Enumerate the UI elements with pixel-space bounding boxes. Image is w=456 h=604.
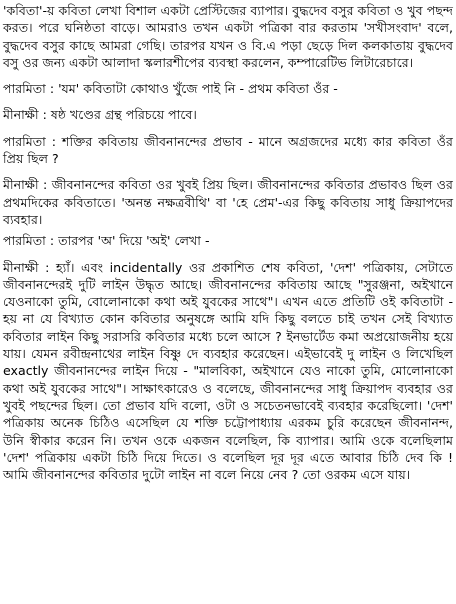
paragraph-text: ষষ্ঠ খণ্ডের গ্রন্থ পরিচয়ে পাবে। — [50, 107, 197, 123]
dialogue-paragraph — [3, 106, 453, 123]
paragraph-text: 'যম' কবিতাটা কোথাও খুঁজে পাই নি - প্রথম কবিতা ওঁর - — [58, 81, 338, 97]
speaker-name: পারমিতা : — [3, 233, 55, 249]
dialogue-paragraph — [3, 133, 453, 168]
paragraph-text: 'কবিতা'-য় কবিতা লেখা বিশাল একটা প্রেস্টিজের ব্যাপার। বুদ্ধদেব বসুর কবিতা ও খুব পছন্দ করত। পরে ঘনিষ্ঠতা বাড়ে। আমরাও তখন একটা পত্রিকা বার করতাম 'সখীসংবাদ' বলে, বুদ্ধদেব বসুর কাছে আমরা গেছি। তারপর যখন ও বি.এ পড়া ছেড়ে দিল কলকাতায় বুদ্ধদেব বসু ওর জন্য একটা আলাদা স্কলারশীপের ব্যবস্থা করলেন, কম্পারেটিভ লিটারেচারে। — [3, 3, 453, 70]
speaker-name: মীনাক্ষী : — [3, 107, 47, 123]
paragraph-text: তারপর 'অ' দিয়ে 'অই' লেখা - — [58, 233, 210, 249]
dialogue-paragraph — [3, 259, 453, 484]
intro-paragraph — [3, 2, 453, 71]
speaker-name: মীনাক্ষী : — [3, 177, 48, 193]
dialogue-paragraph — [3, 80, 453, 97]
paragraph-text: হ্যাঁ। এবং incidentally ওর প্রকাশিত শেষ কবিতা, 'দেশ' পত্রিকায়, সেটাতে জীবনানন্দেরই দুটি লাইন উদ্ধৃত আছে। জীবনানন্দের কবিতায় আছে "সুরঞ্জনা, অইখানে যেওনাকো তুমি, বোলোনাকো কথা অই যুবকের সাথে"। এখন এতে প্রতিটি ওই কবিতাটা - হয় না যে বিখ্যাত কোন কবিতার অনুষঙ্গে আমি যদি কিছু বলতে চাই তখন সেই বিখ্যাত কবিতার লাইন কিছু সরাসরি কবিতার মধ্যে চলে আসে ? ইনভার্টেড কমা অপ্রয়োজনীয় হয়ে যায়। যেমন রবীন্দ্রনাথের লাইন বিষ্ণু দে ব্যবহার করেছেন। এইভাবেই দু লাইন ও লিখেছিল exactly জীবনানন্দের লাইন দিয়ে - "মালবিকা, অইখানে যেও নাকো তুমি, মোলোনাকো কথা অই যুবকের সাথে"। সাক্ষাৎকারেও ও বলেছে, জীবনানন্দের সাধু ক্রিয়াপদ ব্যবহার ওর খুবই পছন্দের ছিল। তো প্রভাব যদি বলো, ওটা ও সচেতনভাবেই ব্যবহার করেছিলো। 'দেশ' পত্রিকায় অনেক চিঠিও এসেছিল যে শক্তি চট্টোপাধ্যায় এরকম চুরি করেছেন জীবনানন্দ, উনি স্বীকার করেন নি। তখন ওকে একজন বলেছিল, কি ব্যাপার। আমি ওকে বলেছিলাম 'দেশ' পত্রিকায় একটা চিঠি দিয়ে দিতে। ও বলেছিল দূর দূর এতে আবার চিঠি দেব কি ! আমি জীবনানন্দের কবিতার দুটো লাইন না বলে নিয়ে নেব ? তো ওরকম এসে যায়। — [3, 259, 453, 483]
speaker-name: পারমিতা : — [3, 81, 55, 97]
paragraph-text: জীবনানন্দের কবিতা ওর খুবই প্রিয় ছিল। জীবনানন্দের কবিতার প্রভাবও ছিল ওর প্রথমদিকের কবিতাতে। 'অনন্ত নক্ষত্রবীথি' বা 'হে প্রেম'-এর কিছু কবিতায় সাধু ক্রিয়াপদের ব্যবহার। — [3, 177, 453, 227]
paragraph-text: শক্তির কবিতায় জীবনানন্দের প্রভাব - মানে অগ্রজদের মধ্যে কার কবিতা ওঁর প্রিয় ছিল ? — [3, 133, 453, 167]
dialogue-paragraph — [3, 232, 453, 249]
dialogue-paragraph — [3, 176, 453, 228]
speaker-name: পারমিতা : — [3, 133, 57, 149]
speaker-name: মীনাক্ষী : — [3, 259, 50, 275]
